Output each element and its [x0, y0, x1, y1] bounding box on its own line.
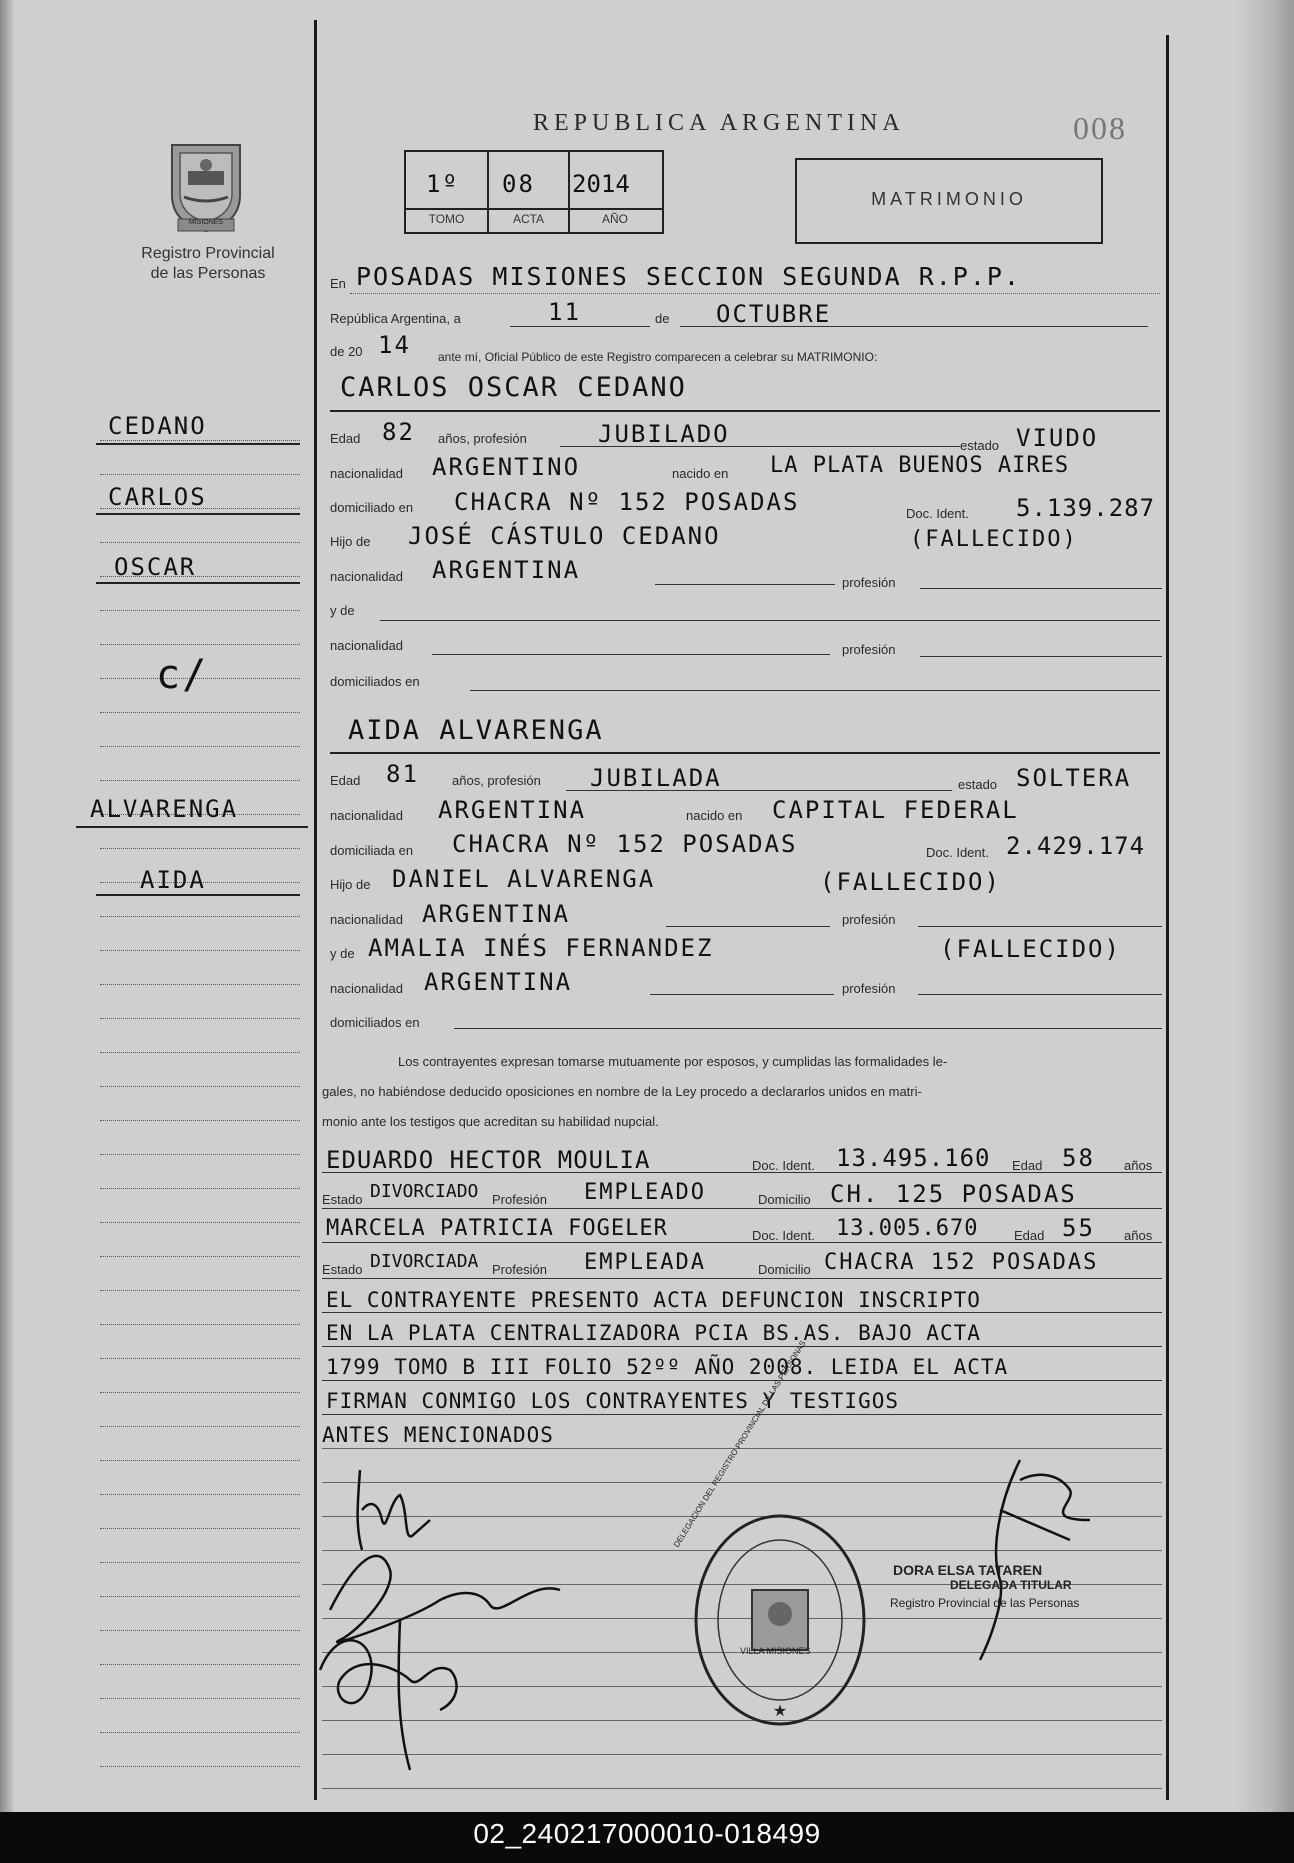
groom-estado: VIUDO [1016, 424, 1099, 452]
sidebar-rule [100, 916, 300, 917]
doc-type-box [795, 158, 1103, 244]
rule [680, 326, 1148, 327]
box-label-divider [406, 208, 662, 210]
witness2-profession: EMPLEADA [584, 1250, 706, 1275]
acta-value: 08 [502, 170, 535, 198]
tomo-value: 1º [426, 170, 459, 198]
sidebar-rule [100, 1426, 300, 1427]
org-name-line1: Registro Provincial [141, 245, 275, 262]
note-line-4: FIRMAN CONMIGO LOS CONTRAYENTES Y TESTIGOS [326, 1389, 900, 1413]
de-label: de [655, 311, 670, 326]
groom-anos-label: años, profesión [438, 431, 527, 446]
doc-type: MATRIMONIO [871, 189, 1027, 209]
bride-father-nat-label: nacionalidad [330, 912, 404, 927]
bride-doc: 2.429.174 [1006, 832, 1146, 860]
month: OCTUBRE [716, 300, 832, 328]
rule [454, 1028, 1162, 1029]
underline [96, 443, 300, 445]
rule [322, 1242, 1162, 1243]
witness1-address: CH. 125 POSADAS [830, 1180, 1077, 1208]
bride-domiciliados-label: domiciliados en [330, 1015, 420, 1030]
rule [560, 446, 960, 447]
bride-father-note: (FALLECIDO) [820, 868, 1001, 896]
note-line-1: EL CONTRAYENTE PRESENTO ACTA DEFUNCION INSCRIPTO [326, 1288, 981, 1312]
sidebar-rule [100, 1494, 300, 1495]
groom-nacido-label: nacido en [672, 466, 729, 481]
groom-nac2-label: nacionalidad [330, 638, 404, 653]
rule [432, 654, 830, 655]
bride-nacido-label: nacido en [686, 808, 743, 823]
rule [470, 690, 1160, 691]
rule [655, 584, 835, 585]
country-heading: REPUBLICA ARGENTINA [533, 110, 905, 136]
bride-nationality: ARGENTINA [438, 796, 587, 824]
rule [322, 1208, 1162, 1209]
sidebar-rule [100, 1188, 300, 1189]
year-suffix: 14 [378, 331, 411, 359]
groom-father-nat: ARGENTINA [432, 556, 581, 584]
witness2-doc-label: Doc. Ident. [752, 1228, 815, 1243]
sidebar-rule [100, 1358, 300, 1359]
declaration-line3: monio ante los testigos que acreditan su habilidad nupcial. [322, 1114, 659, 1129]
groom-nationality: ARGENTINO [432, 453, 581, 481]
sidebar-rule [100, 848, 300, 849]
note-line-3: 1799 TOMO B III FOLIO 52ºº AÑO 2008. LEIDA EL ACTA [326, 1355, 1009, 1379]
witness1-dom-label: Domicilio [758, 1192, 811, 1207]
bride-edad-label: Edad [330, 773, 361, 788]
rule [510, 326, 650, 327]
sidebar-bride-name: AIDA [140, 866, 206, 894]
sidebar-rule [100, 1324, 300, 1325]
tomo-acta-anio-box [404, 150, 664, 234]
rule [322, 1346, 1162, 1347]
rule [322, 1380, 1162, 1381]
stamp-text: DELEGACION DEL REGISTRO PROVINCIAL DE LAS PERSONAS [672, 1339, 808, 1549]
rule [920, 588, 1162, 589]
witness2-edad-label: Edad [1014, 1228, 1045, 1243]
groom-estado-label: estado [960, 438, 1000, 453]
bride-nac-label: nacionalidad [330, 808, 404, 823]
sidebar-rule [100, 474, 300, 475]
bride-profession: JUBILADA [590, 764, 722, 792]
sidebar-rule [100, 1256, 300, 1257]
republica-label: República Argentina, a [330, 311, 461, 326]
groom-full-name: CARLOS OSCAR CEDANO [340, 372, 687, 403]
official-title: DELEGADA TITULAR [950, 1578, 1072, 1592]
ante-text: ante mí, Oficial Público de este Registro comparecen a celebrar su MATRIMONIO: [438, 350, 878, 364]
sidebar-rule [100, 1052, 300, 1053]
sidebar-rule [100, 542, 300, 543]
note-line-2: EN LA PLATA CENTRALIZADORA PCIA BS.AS. BAJO ACTA [326, 1321, 981, 1345]
sidebar-rule [100, 1664, 300, 1665]
rule [920, 656, 1162, 657]
rule [350, 293, 1160, 294]
bride-father-nat: ARGENTINA [422, 900, 571, 928]
sidebar-groom-name1: CARLOS [108, 483, 207, 511]
rule [918, 994, 1162, 995]
bride-anos-label: años, profesión [452, 773, 541, 788]
sidebar-rule [100, 780, 300, 781]
underline [96, 894, 300, 896]
bride-estado: SOLTERA [1016, 764, 1132, 792]
en-label: En [330, 276, 346, 291]
bride-father: DANIEL ALVARENGA [392, 865, 656, 893]
sidebar-rule [100, 1732, 300, 1733]
witness1-age: 58 [1062, 1144, 1095, 1172]
witness1-doc-label: Doc. Ident. [752, 1158, 815, 1173]
witness2-name: MARCELA PATRICIA FOGELER [326, 1216, 668, 1241]
sidebar-rule [100, 746, 300, 747]
note-line-5: ANTES MENCIONADOS [322, 1423, 554, 1447]
witness2-age: 55 [1062, 1214, 1095, 1242]
rule [322, 1414, 1162, 1415]
witness1-name: EDUARDO HECTOR MOULIA [326, 1146, 651, 1174]
sidebar-rule [100, 1630, 300, 1631]
rule [330, 410, 1160, 412]
witness2-estado-label: Estado [322, 1262, 363, 1277]
sidebar-rule [100, 950, 300, 951]
signatures-svg [300, 1440, 1180, 1800]
bride-mother: AMALIA INÉS FERNANDEZ [368, 934, 714, 962]
declaration-line2: gales, no habiéndose deducido oposiciones en nombre de la Ley procedo a declararlos unidos en matri- [322, 1084, 922, 1099]
witness2-anos-label: años [1124, 1228, 1153, 1243]
sidebar-groom-surname: CEDANO [108, 412, 207, 440]
sidebar-rule [100, 1766, 300, 1767]
binder-edge [0, 0, 14, 1812]
rule [918, 926, 1162, 927]
rule [322, 1278, 1162, 1279]
underline [96, 513, 300, 515]
groom-father: JOSÉ CÁSTULO CEDANO [408, 522, 721, 550]
groom-age: 82 [382, 418, 415, 446]
witness1-profession: EMPLEADO [584, 1180, 706, 1205]
witness2-doc: 13.005.670 [836, 1216, 979, 1241]
svg-text:★: ★ [772, 1703, 788, 1720]
sidebar-connector: c/ [156, 652, 209, 698]
witness1-doc: 13.495.160 [836, 1144, 991, 1172]
witness1-edad-label: Edad [1012, 1158, 1043, 1173]
sidebar-rule [100, 984, 300, 985]
sidebar-rule [100, 1392, 300, 1393]
sidebar-rule [100, 1460, 300, 1461]
sidebar-rule [100, 1018, 300, 1019]
sidebar-rule [100, 1290, 300, 1291]
bride-address: CHACRA Nº 152 POSADAS [452, 830, 798, 858]
groom-doc: 5.139.287 [1016, 494, 1156, 522]
provincial-seal-logo [162, 135, 250, 235]
sidebar-bride-surname: ALVARENGA [90, 795, 239, 823]
groom-father-prof-label: profesión [842, 575, 896, 590]
witness2-estado: DIVORCIADA [370, 1251, 479, 1272]
witness2-address: CHACRA 152 POSADAS [824, 1250, 1099, 1275]
place: POSADAS MISIONES SECCION SEGUNDA R.P.P. [356, 262, 1021, 291]
tomo-label: TOMO [428, 212, 465, 226]
groom-father-nat-label: nacionalidad [330, 569, 404, 584]
underline [96, 582, 300, 584]
sidebar-rule [100, 610, 300, 611]
page-edge-shadow [1234, 0, 1294, 1812]
sidebar-rule [100, 1222, 300, 1223]
groom-signature [358, 1470, 430, 1550]
bride-mother-nat: ARGENTINA [424, 968, 573, 996]
bride-birthplace: CAPITAL FEDERAL [772, 796, 1019, 824]
day: 11 [548, 298, 581, 326]
bride-mother-nat-label: nacionalidad [330, 981, 404, 996]
rule [566, 790, 952, 791]
official-office: Registro Provincial de las Personas [890, 1596, 1080, 1610]
witness1-signature [320, 1620, 457, 1770]
sidebar-rule [100, 1698, 300, 1699]
bride-signature [330, 1556, 560, 1642]
sidebar-rule [100, 1120, 300, 1121]
anio-value: 2014 [572, 170, 630, 198]
rule [322, 1312, 1162, 1313]
official-stamp [696, 1516, 864, 1724]
groom-yde-label: y de [330, 603, 355, 618]
stamp-city: VILLA MISIONES [740, 1646, 811, 1656]
witness1-anos-label: años [1124, 1158, 1153, 1173]
groom-profession: JUBILADO [598, 420, 730, 448]
rule [666, 926, 830, 927]
sidebar-rule [100, 1154, 300, 1155]
sidebar-rule [100, 440, 300, 441]
groom-dom-label: domiciliado en [330, 500, 414, 515]
bride-dom-label: domiciliada en [330, 843, 414, 858]
witness2-prof-label: Profesión [492, 1262, 547, 1277]
anio-label: AÑO [601, 212, 628, 226]
groom-prof2-label: profesión [842, 642, 896, 657]
groom-edad-label: Edad [330, 431, 361, 446]
witness1-estado: DIVORCIADO [370, 1181, 479, 1202]
bride-age: 81 [386, 760, 419, 788]
footer-code: 02_240217000010-018499 [473, 1818, 821, 1849]
bride-yde-label: y de [330, 946, 355, 961]
groom-address: CHACRA Nº 152 POSADAS [454, 488, 800, 516]
page-number: 008 [1073, 110, 1127, 146]
groom-doc-label: Doc. Ident. [906, 506, 969, 521]
year-prefix: de 20 [330, 344, 363, 359]
rule [650, 994, 834, 995]
groom-domiciliados-label: domiciliados en [330, 674, 420, 689]
bride-father-prof-label: profesión [842, 912, 896, 927]
witness2-dom-label: Domicilio [758, 1262, 811, 1277]
sidebar-rule [100, 1528, 300, 1529]
declaration-line1: Los contrayentes expresan tomarse mutuamente por esposos, y cumplidas las formalidades le- [398, 1054, 948, 1069]
sidebar-rule [100, 1086, 300, 1087]
seal-banner-text: MISIONES [188, 219, 224, 226]
official-name: DORA ELSA TATAREN [893, 1562, 1043, 1578]
rule [322, 1172, 1162, 1173]
sidebar-rule [100, 712, 300, 713]
bride-hijo-label: Hijo de [330, 877, 371, 892]
groom-nac-label: nacionalidad [330, 466, 404, 481]
sidebar-rule [100, 1562, 300, 1563]
witness1-prof-label: Profesión [492, 1192, 547, 1207]
bride-mother-note: (FALLECIDO) [940, 935, 1121, 963]
witness1-estado-label: Estado [322, 1192, 363, 1207]
bride-estado-label: estado [958, 777, 998, 792]
groom-father-note: (FALLECIDO) [910, 527, 1078, 552]
groom-birthplace: LA PLATA BUENOS AIRES [770, 453, 1070, 478]
groom-hijo-label: Hijo de [330, 534, 371, 549]
org-name-line2: de las Personas [150, 265, 266, 282]
rule [380, 620, 1160, 621]
official-signature [980, 1460, 1090, 1660]
rule [330, 752, 1160, 754]
acta-label: ACTA [512, 212, 545, 226]
bride-doc-label: Doc. Ident. [926, 845, 989, 860]
bride-full-name: AIDA ALVARENGA [348, 715, 604, 746]
sidebar-groom-name2: OSCAR [114, 553, 197, 581]
underline [76, 826, 308, 828]
sidebar-rule [100, 644, 300, 645]
bride-mother-prof-label: profesión [842, 981, 896, 996]
sidebar-rule [100, 1596, 300, 1597]
